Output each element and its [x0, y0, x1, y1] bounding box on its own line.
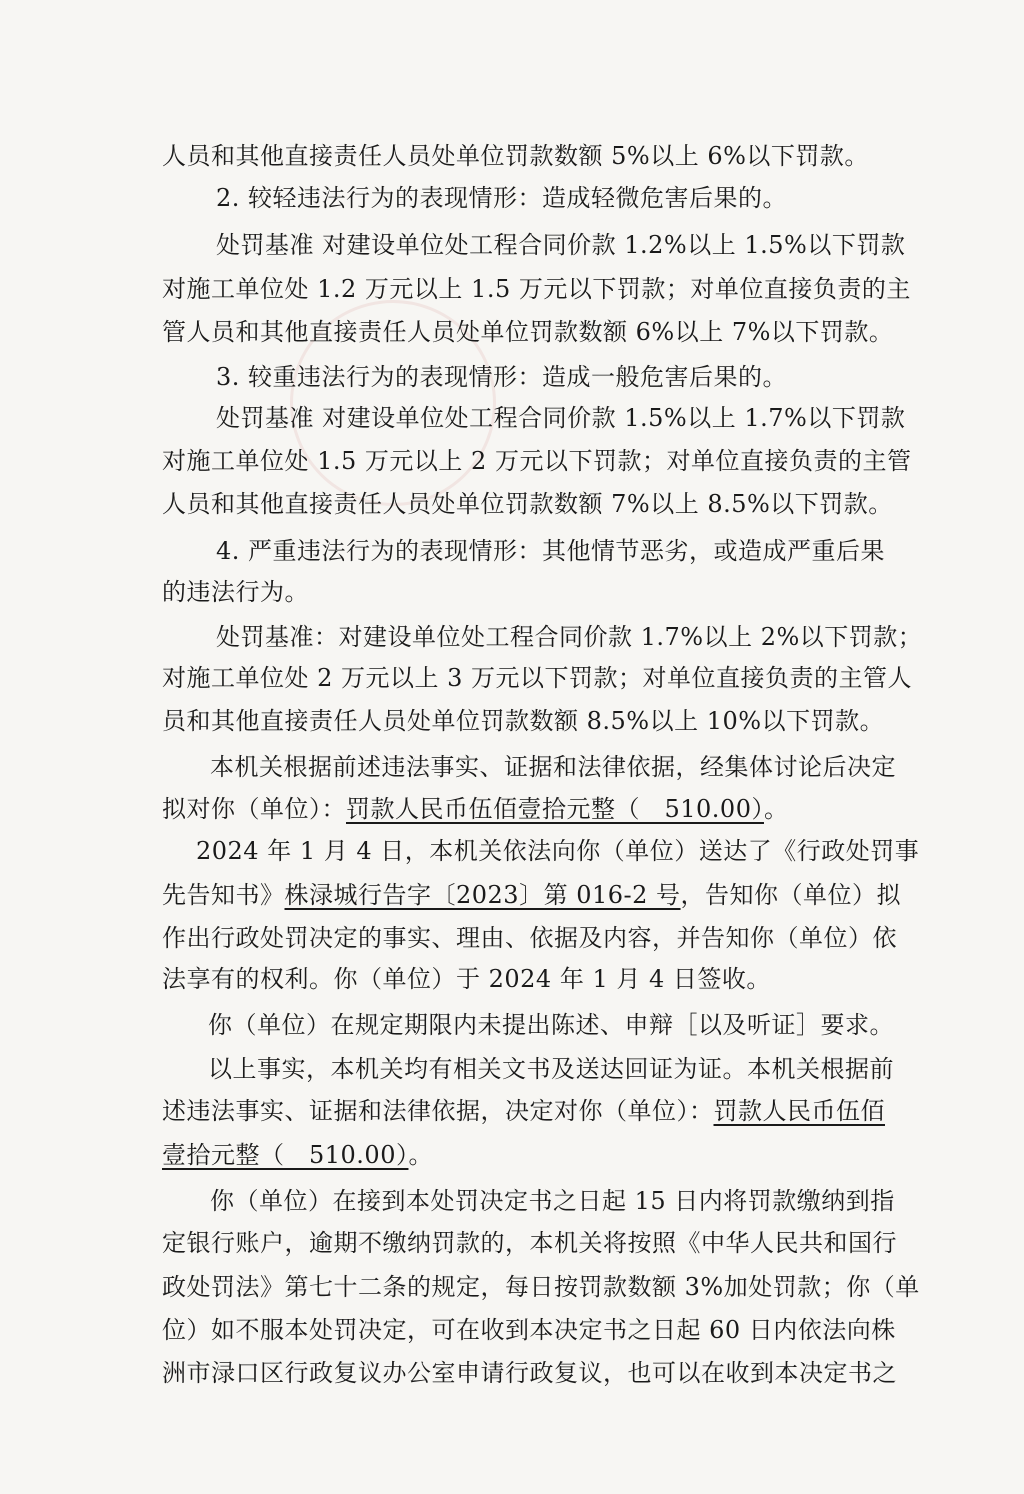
text-line: 法享有的权利。你（单位）于 2024 年 1 月 4 日签收。 — [162, 965, 771, 993]
text-line: 作出行政处罚决定的事实、理由、依据及内容，并告知你（单位）依 — [162, 924, 897, 952]
text-line: 处罚基准 对建设单位处工程合同价款 1.2%以上 1.5%以下罚款 — [216, 231, 906, 259]
text-segment: ，告知你（单位）拟 — [680, 881, 902, 909]
text-line: 人员和其他直接责任人员处单位罚款数额 5%以上 6%以下罚款。 — [162, 142, 869, 170]
penalty-amount: 壹拾元整（ 510.00） — [162, 1141, 409, 1169]
text-line: 员和其他直接责任人员处单位罚款数额 8.5%以上 10%以下罚款。 — [162, 707, 885, 735]
text-line — [162, 1094, 885, 1128]
text-segment: 拟对你（单位）： — [162, 795, 346, 823]
text-segment: 。 — [408, 1141, 433, 1169]
text-line: 2024 年 1 月 4 日，本机关依法向你（单位）送达了《行政处罚事 — [196, 837, 920, 865]
text-line: 3. 较重违法行为的表现情形：造成一般危害后果的。 — [216, 363, 788, 391]
text-segment: 。 — [763, 795, 789, 823]
text-line: 4. 严重违法行为的表现情形：其他情节恶劣，或造成严重后果 — [216, 537, 886, 565]
penalty-amount: 罚款人民币伍佰 — [713, 1097, 885, 1125]
text-line: 人员和其他直接责任人员处单位罚款数额 7%以上 8.5%以下罚款。 — [162, 490, 893, 518]
text-segment: 述违法事实、证据和法律依据，决定对你（单位）： — [162, 1097, 714, 1125]
text-line — [162, 1138, 433, 1172]
text-line: 定银行账户，逾期不缴纳罚款的，本机关将按照《中华人民共和国行 — [162, 1229, 897, 1257]
text-line: 对施工单位处 1.5 万元以上 2 万元以下罚款；对单位直接负责的主管 — [162, 447, 912, 475]
text-line: 以上事实，本机关均有相关文书及送达回证为证。本机关根据前 — [208, 1055, 894, 1083]
text-line: 对施工单位处 1.2 万元以上 1.5 万元以下罚款；对单位直接负责的主 — [162, 275, 911, 303]
text-line: 本机关根据前述违法事实、证据和法律依据，经集体讨论后决定 — [210, 753, 896, 781]
text-line: 政处罚法》第七十二条的规定，每日按罚款数额 3%加处罚款；你（单 — [162, 1273, 920, 1301]
text-line: 2. 较轻违法行为的表现情形：造成轻微危害后果的。 — [216, 184, 788, 212]
text-line: 你（单位）在规定期限内未提出陈述、申辩［以及听证］要求。 — [208, 1011, 894, 1039]
text-line — [162, 792, 788, 826]
text-line — [162, 878, 901, 912]
text-line: 你（单位）在接到本处罚决定书之日起 15 日内将罚款缴纳到指 — [210, 1187, 895, 1215]
text-line: 对施工单位处 2 万元以上 3 万元以下罚款；对单位直接负责的主管人 — [162, 664, 913, 692]
text-line: 管人员和其他直接责任人员处单位罚款数额 6%以上 7%以下罚款。 — [162, 318, 894, 346]
text-line: 的违法行为。 — [162, 578, 309, 606]
penalty-amount: 罚款人民币伍佰壹拾元整（ 510.00） — [346, 795, 764, 823]
text-line: 洲市渌口区行政复议办公室申请行政复议，也可以在收到本决定书之 — [162, 1359, 897, 1387]
text-line: 位）如不服本处罚决定，可在收到本决定书之日起 60 日内依法向株 — [162, 1316, 896, 1344]
text-line: 处罚基准 对建设单位处工程合同价款 1.5%以上 1.7%以下罚款 — [216, 404, 906, 432]
notice-number: 株渌城行告字〔2023〕第 016-2 号 — [284, 881, 681, 909]
text-segment: 先告知书》 — [162, 881, 285, 909]
text-line: 处罚基准：对建设单位处工程合同价款 1.7%以上 2%以下罚款； — [216, 623, 923, 651]
